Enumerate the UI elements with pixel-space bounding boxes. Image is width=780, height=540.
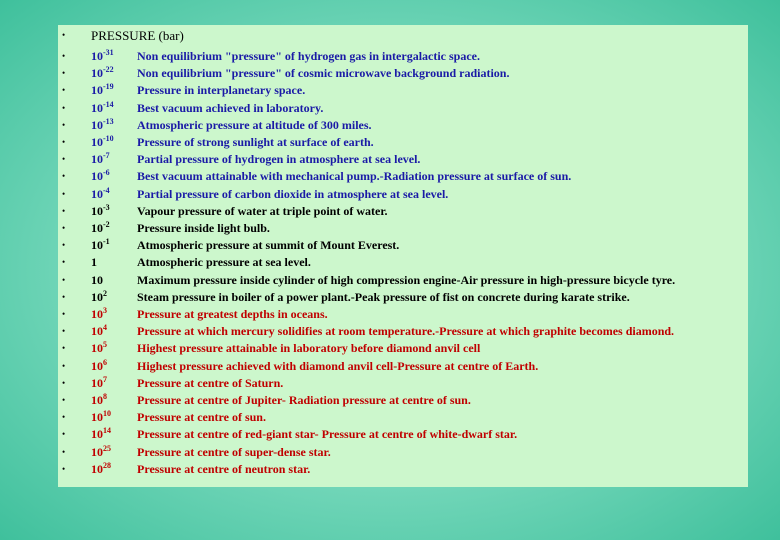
bullet: • xyxy=(62,360,66,371)
list-item xyxy=(58,289,748,306)
pressure-base: 10 xyxy=(91,238,103,253)
pressure-description: Atmospheric pressure at sea level. xyxy=(137,255,311,270)
pressure-base: 10 xyxy=(91,203,103,218)
slide-panel xyxy=(58,25,748,487)
pressure-description: Pressure at centre of Jupiter- Radiation pressure at centre of sun. xyxy=(137,393,471,407)
pressure-exponent: -10 xyxy=(103,134,114,143)
list-item xyxy=(58,82,748,99)
bullet: • xyxy=(62,102,66,113)
pressure-base: 10 xyxy=(91,117,103,132)
pressure-exponent: 5 xyxy=(103,340,107,350)
pressure-description: Pressure at greatest depths in oceans. xyxy=(137,307,328,321)
pressure-base: 10 xyxy=(91,358,103,373)
list-item xyxy=(58,237,748,254)
pressure-base: 10 xyxy=(91,135,103,149)
list-item xyxy=(58,220,748,237)
pressure-description: Pressure at centre of red-giant star- Pressure at centre of white-dwarf star. xyxy=(137,427,518,442)
pressure-value xyxy=(91,220,110,237)
pressure-value xyxy=(91,134,114,151)
bullet: • xyxy=(62,119,66,130)
bullet: • xyxy=(62,274,66,285)
pressure-description: Steam pressure in boiler of a power plant.-Peak pressure of fist on concrete during karate strike. xyxy=(137,289,630,304)
pressure-value xyxy=(91,272,103,289)
pressure-base: 10 xyxy=(91,307,103,321)
pressure-description: Best vacuum attainable with mechanical pump.-Radiation pressure at surface of sun. xyxy=(137,169,572,184)
pressure-exponent: 3 xyxy=(103,306,107,315)
bullet: • xyxy=(62,240,66,251)
pressure-exponent: 4 xyxy=(103,323,107,333)
list-item xyxy=(58,306,748,323)
pressure-description: Pressure in interplanetary space. xyxy=(137,83,306,98)
pressure-base: 10 xyxy=(91,427,103,442)
pressure-exponent: -13 xyxy=(103,116,114,126)
pressure-value xyxy=(91,65,114,82)
list-item xyxy=(58,340,748,357)
pressure-description: Non equilibrium "pressure" of hydrogen gas in intergalactic space. xyxy=(137,49,481,63)
pressure-exponent: -7 xyxy=(103,151,110,161)
bullet: • xyxy=(62,154,66,165)
pressure-value xyxy=(91,323,107,340)
pressure-description: Highest pressure attainable in laboratory before diamond anvil cell xyxy=(137,341,481,356)
pressure-value xyxy=(91,254,97,271)
pressure-exponent: 6 xyxy=(103,357,107,367)
pressure-base: 10 xyxy=(91,83,103,98)
pressure-base: 10 xyxy=(91,324,103,339)
pressure-value xyxy=(91,392,107,409)
pressure-exponent: 25 xyxy=(103,443,111,453)
bullet: • xyxy=(62,395,66,405)
pressure-description: Non equilibrium "pressure" of cosmic microwave background radiation. xyxy=(137,66,510,81)
pressure-exponent: -3 xyxy=(103,202,110,212)
bullet: • xyxy=(62,377,66,388)
list-item xyxy=(58,323,748,340)
pressure-description: Pressure at centre of neutron star. xyxy=(137,461,311,476)
bullet: • xyxy=(62,223,66,233)
pressure-base: 10 xyxy=(91,221,103,235)
pressure-value xyxy=(91,117,114,134)
pressure-description: Pressure at which mercury solidifies at room temperature.-Pressure at which graphite becomes diamond. xyxy=(137,324,675,339)
header-row xyxy=(58,27,748,44)
pressure-base: 10 xyxy=(91,100,103,115)
bullet: • xyxy=(62,205,66,216)
list-item xyxy=(58,358,748,375)
pressure-description: Atmospheric pressure at altitude of 300 miles. xyxy=(137,117,372,132)
pressure-exponent: 28 xyxy=(103,460,111,470)
pressure-value xyxy=(91,151,110,168)
pressure-exponent: -22 xyxy=(103,65,114,75)
list-item xyxy=(58,151,748,168)
bullet: • xyxy=(62,463,66,474)
pressure-description: Pressure of strong sunlight at surface of earth. xyxy=(137,135,374,149)
pressure-description: Pressure at centre of super-dense star. xyxy=(137,444,331,459)
bullet: • xyxy=(62,68,66,79)
list-item xyxy=(58,409,748,426)
pressure-exponent: -2 xyxy=(103,220,110,229)
pressure-base: 10 xyxy=(91,169,103,184)
pressure-base: 10 xyxy=(91,341,103,356)
list-item xyxy=(58,117,748,134)
list-item xyxy=(58,426,748,443)
pressure-value xyxy=(91,375,107,392)
pressure-exponent: 2 xyxy=(103,288,107,298)
pressure-description: Maximum pressure inside cylinder of high compression engine-Air pressure in high-pressure bicycle tyre. xyxy=(137,272,676,287)
pressure-value xyxy=(91,358,107,375)
bullet: • xyxy=(62,343,66,354)
list-item xyxy=(58,254,748,271)
pressure-exponent: 14 xyxy=(103,426,111,436)
pressure-value xyxy=(91,48,114,65)
page-title: PRESSURE (bar) xyxy=(91,28,184,43)
pressure-description: Atmospheric pressure at summit of Mount Everest. xyxy=(137,238,400,253)
pressure-exponent: -6 xyxy=(103,168,110,178)
bullet: • xyxy=(62,446,66,457)
pressure-exponent: 8 xyxy=(103,392,107,401)
list-item xyxy=(58,100,748,117)
pressure-base: 10 xyxy=(91,49,103,63)
bullet: • xyxy=(62,171,66,182)
list-item xyxy=(58,461,748,478)
bullet: • xyxy=(62,291,66,302)
pressure-value xyxy=(91,289,107,306)
list-item xyxy=(58,272,748,289)
pressure-value xyxy=(91,82,114,99)
pressure-value xyxy=(91,444,111,461)
pressure-exponent: 7 xyxy=(103,374,107,384)
pressure-exponent: 10 xyxy=(103,409,111,419)
pressure-base: 10 xyxy=(91,461,103,476)
list-item xyxy=(58,392,748,409)
bullet: • xyxy=(62,137,66,147)
pressure-description: Pressure at centre of sun. xyxy=(137,410,266,425)
bullet: • xyxy=(62,412,66,423)
pressure-base: 10 xyxy=(91,410,103,425)
pressure-value xyxy=(91,203,110,220)
pressure-value xyxy=(91,168,110,185)
pressure-value xyxy=(91,426,111,443)
pressure-value xyxy=(91,100,114,117)
pressure-value xyxy=(91,237,110,254)
list-item xyxy=(58,186,748,203)
pressure-value xyxy=(91,306,107,323)
pressure-exponent: -19 xyxy=(103,82,114,92)
pressure-description: Partial pressure of hydrogen in atmosphere at sea level. xyxy=(137,152,421,167)
pressure-description: Pressure at centre of Saturn. xyxy=(137,375,284,390)
pressure-base: 10 xyxy=(91,444,103,459)
pressure-exponent: -14 xyxy=(103,99,114,109)
pressure-base: 10 xyxy=(91,375,103,390)
bullet: • xyxy=(62,326,66,337)
pressure-description: Partial pressure of carbon dioxide in atmosphere at sea level. xyxy=(137,186,449,201)
list-item xyxy=(58,65,748,82)
list-item xyxy=(58,444,748,461)
pressure-exponent: -1 xyxy=(103,237,110,247)
bullet: • xyxy=(62,188,66,199)
list-item xyxy=(58,375,748,392)
pressure-value xyxy=(91,409,111,426)
bullet: • xyxy=(62,30,66,40)
pressure-exponent: -4 xyxy=(103,185,110,195)
pressure-description: Highest pressure achieved with diamond anvil cell-Pressure at centre of Earth. xyxy=(137,358,539,373)
pressure-base: 10 xyxy=(91,272,103,287)
bullet: • xyxy=(62,309,66,319)
bullet: • xyxy=(62,51,66,61)
pressure-base: 1 xyxy=(91,255,97,270)
pressure-base: 10 xyxy=(91,66,103,81)
pressure-value xyxy=(91,461,111,478)
pressure-base: 10 xyxy=(91,289,103,304)
pressure-description: Best vacuum achieved in laboratory. xyxy=(137,100,324,115)
pressure-exponent: -31 xyxy=(103,48,114,57)
bullet: • xyxy=(62,257,66,268)
pressure-base: 10 xyxy=(91,393,103,407)
pressure-description: Vapour pressure of water at triple point of water. xyxy=(137,203,388,218)
pressure-base: 10 xyxy=(91,152,103,167)
pressure-description: Pressure inside light bulb. xyxy=(137,221,270,235)
bullet: • xyxy=(62,85,66,96)
pressure-base: 10 xyxy=(91,186,103,201)
pressure-value xyxy=(91,340,107,357)
list-item xyxy=(58,168,748,185)
bullet: • xyxy=(62,429,66,440)
pressure-value xyxy=(91,186,110,203)
list-item xyxy=(58,203,748,220)
list-item xyxy=(58,48,748,65)
list-item xyxy=(58,134,748,151)
